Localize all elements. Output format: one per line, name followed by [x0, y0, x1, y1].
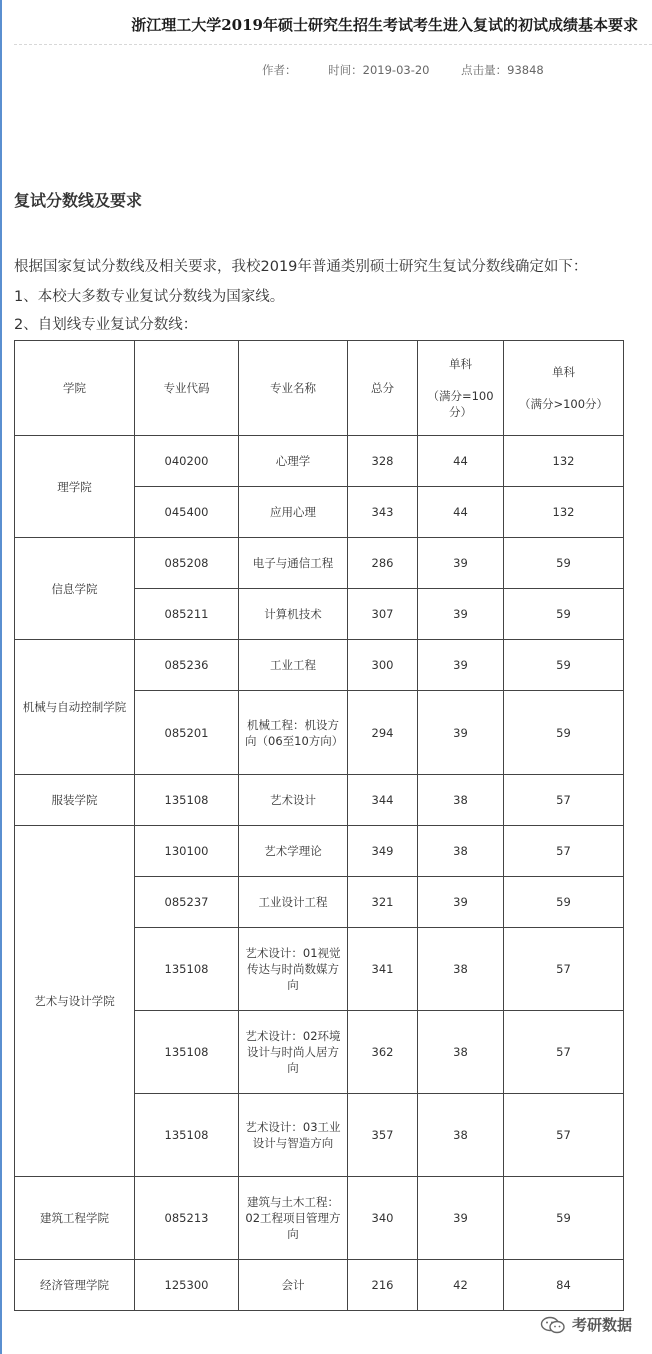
- major-name-cell: 心理学: [239, 436, 348, 487]
- table-row: [15, 538, 624, 589]
- table-header-cell: 单科 （满分=100 分）: [418, 341, 504, 436]
- college-cell: 信息学院: [15, 538, 135, 640]
- single-subject-over100-cell: 84: [504, 1260, 624, 1311]
- article-meta: [262, 62, 572, 78]
- single-subject-100-cell: 38: [418, 826, 504, 877]
- single-subject-over100-cell: 57: [504, 928, 624, 1011]
- single-subject-over100-cell: 57: [504, 1011, 624, 1094]
- table-header-cell: 专业代码: [135, 341, 239, 436]
- table-header-cell: 总分: [348, 341, 418, 436]
- major-code-cell: 085236: [135, 640, 239, 691]
- total-score-cell: 216: [348, 1260, 418, 1311]
- major-code-cell: 130100: [135, 826, 239, 877]
- left-accent-bar: [0, 0, 2, 1354]
- single-subject-over100-cell: 59: [504, 589, 624, 640]
- total-score-cell: 300: [348, 640, 418, 691]
- watermark-text: 考研数据: [571, 1316, 632, 1334]
- section-heading: 复试分数线及要求: [14, 191, 143, 210]
- college-cell: 建筑工程学院: [15, 1177, 135, 1260]
- major-name-cell: 建筑与土木工程：02工程项目管理方向: [239, 1177, 348, 1260]
- major-name-cell: 艺术设计：02环境设计与时尚人居方向: [239, 1011, 348, 1094]
- single-subject-100-cell: 39: [418, 538, 504, 589]
- college-cell: 经济管理学院: [15, 1260, 135, 1311]
- single-subject-100-cell: 44: [418, 487, 504, 538]
- table-row: [15, 1177, 624, 1260]
- single-subject-100-cell: 39: [418, 640, 504, 691]
- major-name-cell: 艺术学理论: [239, 826, 348, 877]
- single-subject-100-cell: 44: [418, 436, 504, 487]
- total-score-cell: 341: [348, 928, 418, 1011]
- table-header-cell: 单科 （满分>100分）: [504, 341, 624, 436]
- single-subject-100-cell: 38: [418, 928, 504, 1011]
- single-subject-100-cell: 39: [418, 877, 504, 928]
- college-cell: 机械与自动控制学院: [15, 640, 135, 775]
- major-code-cell: 135108: [135, 775, 239, 826]
- table-row: [15, 436, 624, 487]
- major-name-cell: 工业工程: [239, 640, 348, 691]
- major-code-cell: 045400: [135, 487, 239, 538]
- single-subject-over100-cell: 57: [504, 1094, 624, 1177]
- single-subject-over100-cell: 57: [504, 775, 624, 826]
- major-code-cell: 125300: [135, 1260, 239, 1311]
- major-code-cell: 040200: [135, 436, 239, 487]
- major-name-cell: 计算机技术: [239, 589, 348, 640]
- table-row: [15, 640, 624, 691]
- college-cell: 服装学院: [15, 775, 135, 826]
- major-name-cell: 机械工程：机设方向（06至10方向）: [239, 691, 348, 775]
- major-name-cell: 艺术设计：03工业设计与智造方向: [239, 1094, 348, 1177]
- major-code-cell: 085237: [135, 877, 239, 928]
- single-subject-over100-cell: 132: [504, 487, 624, 538]
- table-header-cell: 学院: [15, 341, 135, 436]
- major-code-cell: 085211: [135, 589, 239, 640]
- total-score-cell: 328: [348, 436, 418, 487]
- college-cell: 理学院: [15, 436, 135, 538]
- table-row: [15, 826, 624, 877]
- total-score-cell: 357: [348, 1094, 418, 1177]
- total-score-cell: 344: [348, 775, 418, 826]
- total-score-cell: 294: [348, 691, 418, 775]
- major-code-cell: 085213: [135, 1177, 239, 1260]
- major-name-cell: 工业设计工程: [239, 877, 348, 928]
- major-code-cell: 135108: [135, 928, 239, 1011]
- single-subject-100-cell: 42: [418, 1260, 504, 1311]
- point-1: 1、本校大多数专业复试分数线为国家线。: [14, 289, 285, 305]
- single-subject-100-cell: 38: [418, 775, 504, 826]
- single-subject-over100-cell: 59: [504, 1177, 624, 1260]
- single-subject-over100-cell: 132: [504, 436, 624, 487]
- total-score-cell: 343: [348, 487, 418, 538]
- single-subject-100-cell: 39: [418, 1177, 504, 1260]
- major-name-cell: 电子与通信工程: [239, 538, 348, 589]
- table-row: [15, 1260, 624, 1311]
- total-score-cell: 286: [348, 538, 418, 589]
- single-subject-100-cell: 38: [418, 1011, 504, 1094]
- table-header-cell: 专业名称: [239, 341, 348, 436]
- total-score-cell: 307: [348, 589, 418, 640]
- major-name-cell: 会计: [239, 1260, 348, 1311]
- single-subject-100-cell: 38: [418, 1094, 504, 1177]
- single-subject-over100-cell: 57: [504, 826, 624, 877]
- author-label: 作者：: [262, 63, 297, 77]
- single-subject-over100-cell: 59: [504, 640, 624, 691]
- view-count: 点击量：93848: [461, 63, 544, 77]
- total-score-cell: 349: [348, 826, 418, 877]
- college-cell: 艺术与设计学院: [15, 826, 135, 1177]
- major-code-cell: 085208: [135, 538, 239, 589]
- score-table: [14, 340, 624, 1311]
- single-subject-over100-cell: 59: [504, 691, 624, 775]
- wechat-icon: [540, 1316, 566, 1334]
- table-header-row: [15, 341, 624, 436]
- publish-time: 时间：2019-03-20: [328, 63, 430, 77]
- single-subject-100-cell: 39: [418, 589, 504, 640]
- point-2: 2、自划线专业复试分数线：: [14, 317, 198, 333]
- watermark: [540, 1314, 632, 1335]
- single-subject-over100-cell: 59: [504, 877, 624, 928]
- intro-paragraph: 根据国家复试分数线及相关要求，我校2019年普通类别硕士研究生复试分数线确定如下：: [14, 259, 588, 275]
- total-score-cell: 362: [348, 1011, 418, 1094]
- major-code-cell: 085201: [135, 691, 239, 775]
- table-row: [15, 775, 624, 826]
- total-score-cell: 340: [348, 1177, 418, 1260]
- major-code-cell: 135108: [135, 1011, 239, 1094]
- total-score-cell: 321: [348, 877, 418, 928]
- major-name-cell: 艺术设计：01视觉传达与时尚数媒方向: [239, 928, 348, 1011]
- major-code-cell: 135108: [135, 1094, 239, 1177]
- article-title: 浙江理工大学2019年硕士研究生招生考试考生进入复试的初试成绩基本要求: [131, 16, 638, 34]
- major-name-cell: 应用心理: [239, 487, 348, 538]
- major-name-cell: 艺术设计: [239, 775, 348, 826]
- title-divider: [14, 44, 652, 45]
- single-subject-over100-cell: 59: [504, 538, 624, 589]
- single-subject-100-cell: 39: [418, 691, 504, 775]
